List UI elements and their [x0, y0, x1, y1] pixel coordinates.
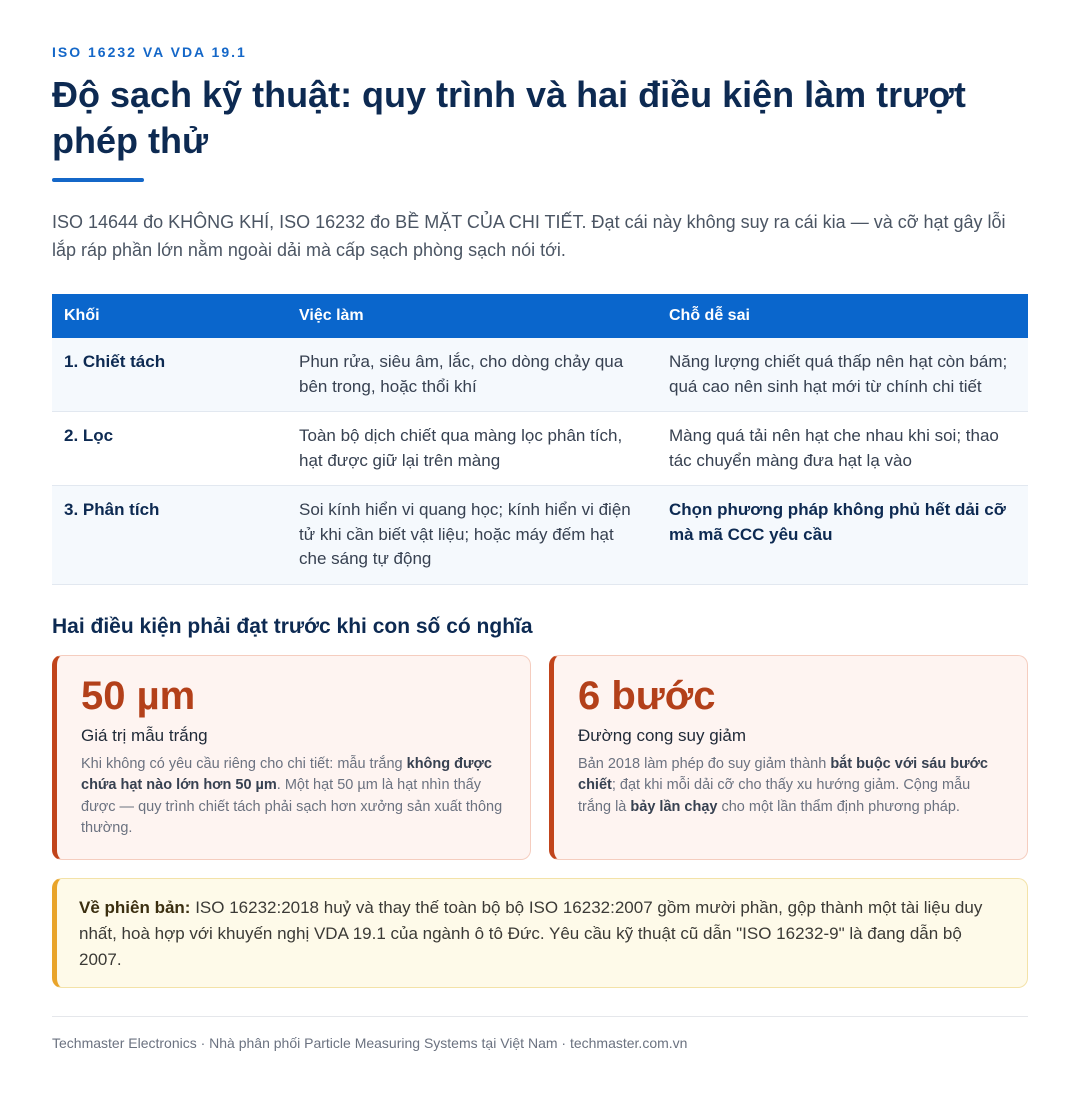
card-body-text: Khi không có yêu cầu riêng cho chi tiết: mẫu trắng — [81, 755, 407, 772]
stage-cell: 1. Chiết tách — [52, 338, 287, 412]
stage-cell: 2. Lọc — [52, 412, 287, 486]
title-underline — [52, 178, 144, 182]
footer-divider — [52, 1016, 1028, 1017]
process-table — [52, 294, 1028, 585]
card-subtitle: Giá trị mẫu trắng — [81, 725, 208, 745]
eyebrow: ISO 16232 VA VDA 19.1 — [52, 44, 247, 60]
note-text: ISO 16232:2018 huỷ và thay thế toàn bộ bộ ISO 16232:2007 gồm mười phần, gộp thành một tài liệu duy nhất, hoà hợp với khuyến nghị VDA 19.1 của ngành ô tô Đức. Yêu cầu kỹ thuật cũ dẫn "ISO 16232-9" là đang dẫn bộ 2007. — [79, 897, 983, 969]
page-title: Độ sạch kỹ thuật: quy trình và hai điều kiện làm trượt phép thử — [52, 74, 966, 161]
card-figure: 6 bước — [578, 673, 716, 718]
version-note — [52, 878, 1028, 988]
work-cell: Toàn bộ dịch chiết qua màng lọc phân tích, hạt được giữ lại trên màng — [287, 412, 657, 486]
card-figure: 50 µm — [81, 673, 196, 718]
blank-value-card — [52, 655, 531, 860]
page — [52, 44, 1028, 1051]
card-subtitle: Đường cong suy giảm — [578, 725, 747, 745]
pitfall-cell: Chọn phương pháp không phủ hết dải cỡ mà mã CCC yêu cầu — [657, 486, 1028, 585]
card-body-emphasis: bắt buộc với sáu bước chiết — [578, 755, 988, 793]
table-row — [52, 486, 1028, 585]
column-header: Việc làm — [287, 294, 657, 338]
table-row — [52, 338, 1028, 412]
decay-curve-card — [549, 655, 1028, 860]
card-body — [81, 754, 508, 840]
table-row — [52, 412, 1028, 486]
column-header: Chỗ dễ sai — [657, 294, 1028, 338]
card-body-text: ; đạt khi mỗi dải cỡ cho thấy xu hướng giảm. Cộng mẫu trắng là — [578, 777, 971, 815]
note-label: Về phiên bản: — [79, 897, 191, 917]
card-body-emphasis: bảy lần chạy — [630, 798, 718, 815]
card-body-emphasis: không được chứa hạt nào lớn hơn 50 µm — [81, 755, 492, 793]
work-cell: Soi kính hiển vi quang học; kính hiển vi điện tử khi cần biết vật liệu; hoặc máy đếm hạt che sáng tự động — [287, 486, 657, 585]
conditions-cards — [52, 655, 1028, 860]
pitfall-cell: Năng lượng chiết quá thấp nên hạt còn bám; quá cao nên sinh hạt mới từ chính chi tiết — [657, 338, 1028, 412]
conditions-title: Hai điều kiện phải đạt trước khi con số có nghĩa — [52, 614, 533, 638]
stage-cell: 3. Phân tích — [52, 486, 287, 585]
card-body-text: Bản 2018 làm phép đo suy giảm thành — [578, 755, 831, 772]
column-header: Khối — [52, 294, 287, 338]
lead-paragraph: ISO 14644 đo KHÔNG KHÍ, ISO 16232 đo BỀ MẶT CỦA CHI TIẾT. Đạt cái này không suy ra cái kia — và cỡ hạt gây lỗi lắp ráp phần lớn nằm ngoài dải mà cấp sạch phòng sạch nói tới. — [52, 212, 1006, 260]
footer: Techmaster Electronics · Nhà phân phối Particle Measuring Systems tại Việt Nam · techmaster.com.vn — [52, 1034, 688, 1051]
table-header-row — [52, 294, 1028, 338]
card-body-text: . Một hạt 50 µm là hạt nhìn thấy được — quy trình chiết tách phải sạch hơn xưởng sản xuất thông thường. — [81, 777, 503, 836]
work-cell: Phun rửa, siêu âm, lắc, cho dòng chảy qua bên trong, hoặc thổi khí — [287, 338, 657, 412]
card-body-text: cho một lần thẩm định phương pháp. — [717, 798, 960, 815]
pitfall-cell: Màng quá tải nên hạt che nhau khi soi; thao tác chuyển màng đưa hạt lạ vào — [657, 412, 1028, 486]
card-body — [578, 754, 1005, 819]
